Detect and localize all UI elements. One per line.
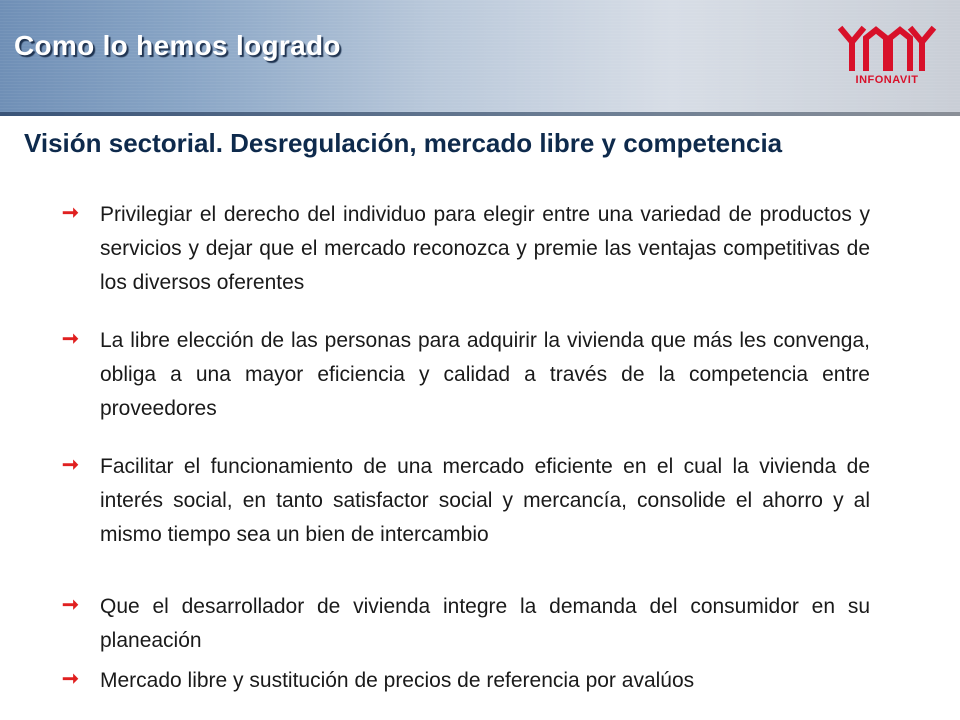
- slide-title: Como lo hemos logrado: [14, 30, 341, 61]
- header-banner: [0, 0, 960, 112]
- bullet-text: Mercado libre y sustitución de precios de referencia por avalúos: [100, 669, 695, 692]
- arrow-right-icon: ➞: [62, 594, 79, 616]
- arrow-right-icon: ➞: [62, 668, 79, 690]
- section-heading: Visión sectorial. Desregulación, mercado libre y competencia: [24, 128, 783, 158]
- logo-text: INFONAVIT: [855, 74, 919, 86]
- header-divider: [0, 112, 960, 116]
- bullet-text: La libre elección de las personas para adquirir la vivienda que más les convenga, obliga a una mayor eficiencia y calidad a través de la competencia entre proveedores: [100, 329, 870, 420]
- infonavit-logo: [832, 18, 942, 92]
- bullet-text: Facilitar el funcionamiento de una mercado eficiente en el cual la vivienda de interés social, en tanto satisfactor social y mercancía, consolide el ahorro y al mismo tiempo sea un bien de intercambio: [100, 455, 870, 546]
- bullet-text: Privilegiar el derecho del individuo para elegir entre una variedad de productos y servicios y dejar que el mercado reconozca y premie las ventajas competitivas de los diversos oferentes: [100, 203, 870, 294]
- arrow-right-icon: ➞: [62, 202, 79, 224]
- bullet-text: Que el desarrollador de vivienda integre la demanda del consumidor en su planeación: [100, 595, 870, 652]
- arrow-right-icon: ➞: [62, 454, 79, 476]
- arrow-right-icon: ➞: [62, 328, 79, 350]
- house-logo-icon: [836, 18, 938, 72]
